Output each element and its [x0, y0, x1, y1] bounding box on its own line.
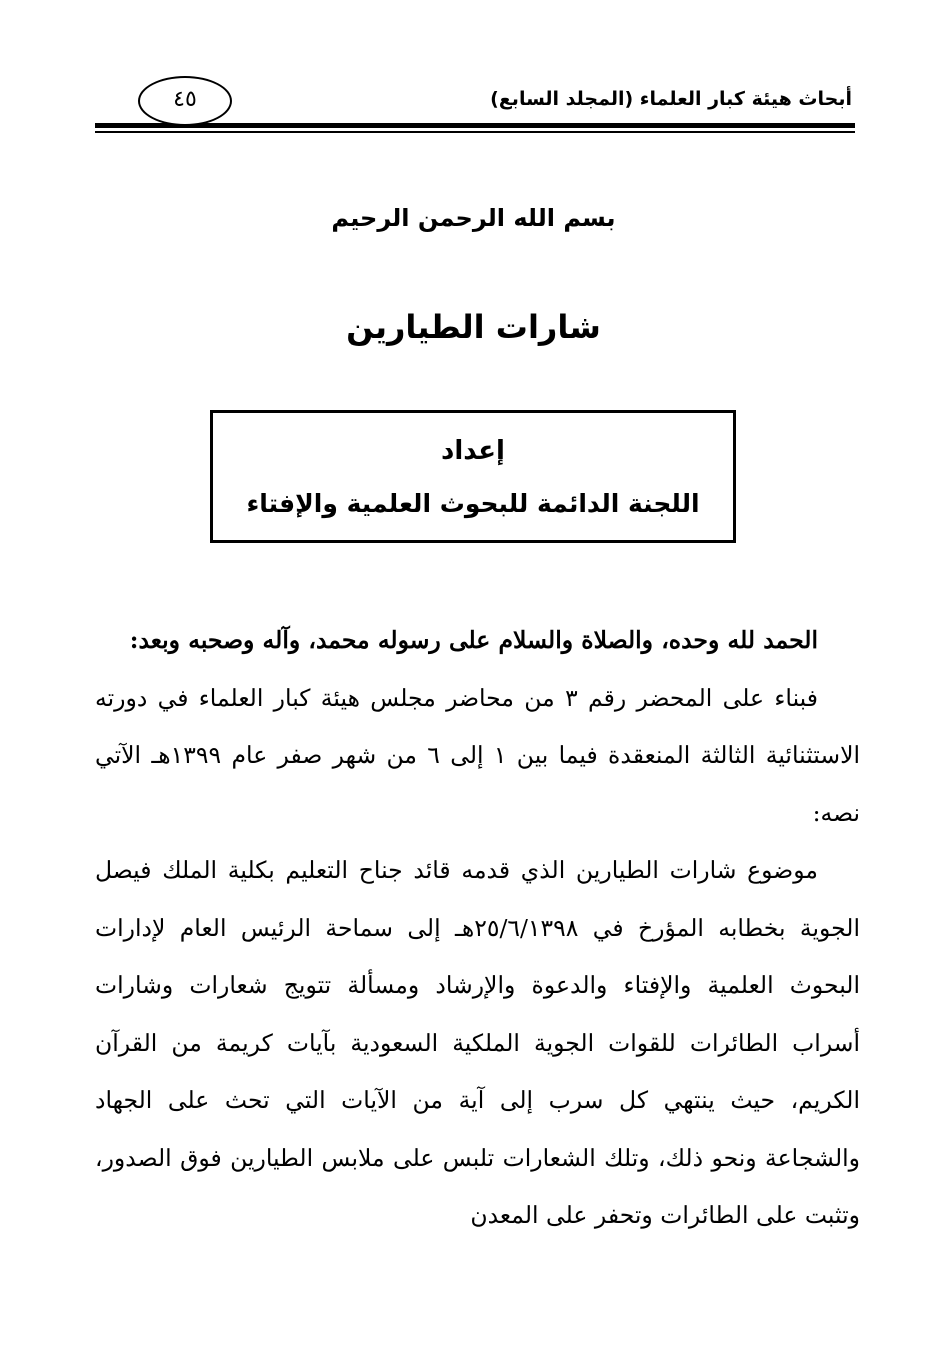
basmala: بسم الله الرحمن الرحيم	[331, 204, 616, 232]
document-title: شارات الطيارين	[346, 308, 601, 346]
prepared-by-box	[210, 410, 736, 543]
header-rule-thick	[95, 123, 855, 128]
book-title: أبحاث هيئة كبار العلماء (المجلد السابع)	[490, 88, 852, 110]
page-number: ٤٥	[138, 76, 232, 126]
paragraph-minutes-reference: فبناء على المحضر رقم ٣ من محاضر مجلس هيئة كبار العلماء في دورته الاستثنائية الثالثة المنعقدة فيما بين ١ إلى ٦ من شهر صفر عام ١٣٩٩هـ الآتي نصه:	[95, 683, 861, 827]
paragraph-subject: موضوع شارات الطيارين الذي قدمه قائد جناح التعليم بكلية الملك فيصل الجوية بخطابه المؤرخ في ٢٥/٦/١٣٩٨هـ إلى سماحة الرئيس العام لإدارات البحوث العلمية والإفتاء والدعوة والإرشاد ومسألة تتويج شعارات وشارات أسراب الطائرات للقوات الجوية الملكية السعودية بآيات كريمة من القرآن الكريم، حيث ينتهي كل سرب إلى آية من الآيات التي تحث على الجهاد والشجاعة ونحو ذلك، وتلك الشعارات تلبس على ملابس الطيارين فوق الصدور، وتثبت على الطائرات وتحفر على المعدن	[95, 856, 860, 1229]
header-rule-thin	[95, 131, 855, 133]
committee-name: اللجنة الدائمة للبحوث العلمية والإفتاء	[246, 489, 700, 518]
body-text	[95, 612, 860, 1245]
prepared-by-label: إعداد	[441, 436, 505, 466]
paragraph-opening: الحمد لله وحده، والصلاة والسلام على رسوله محمد، وآله وصحبه وبعد:	[129, 626, 818, 654]
